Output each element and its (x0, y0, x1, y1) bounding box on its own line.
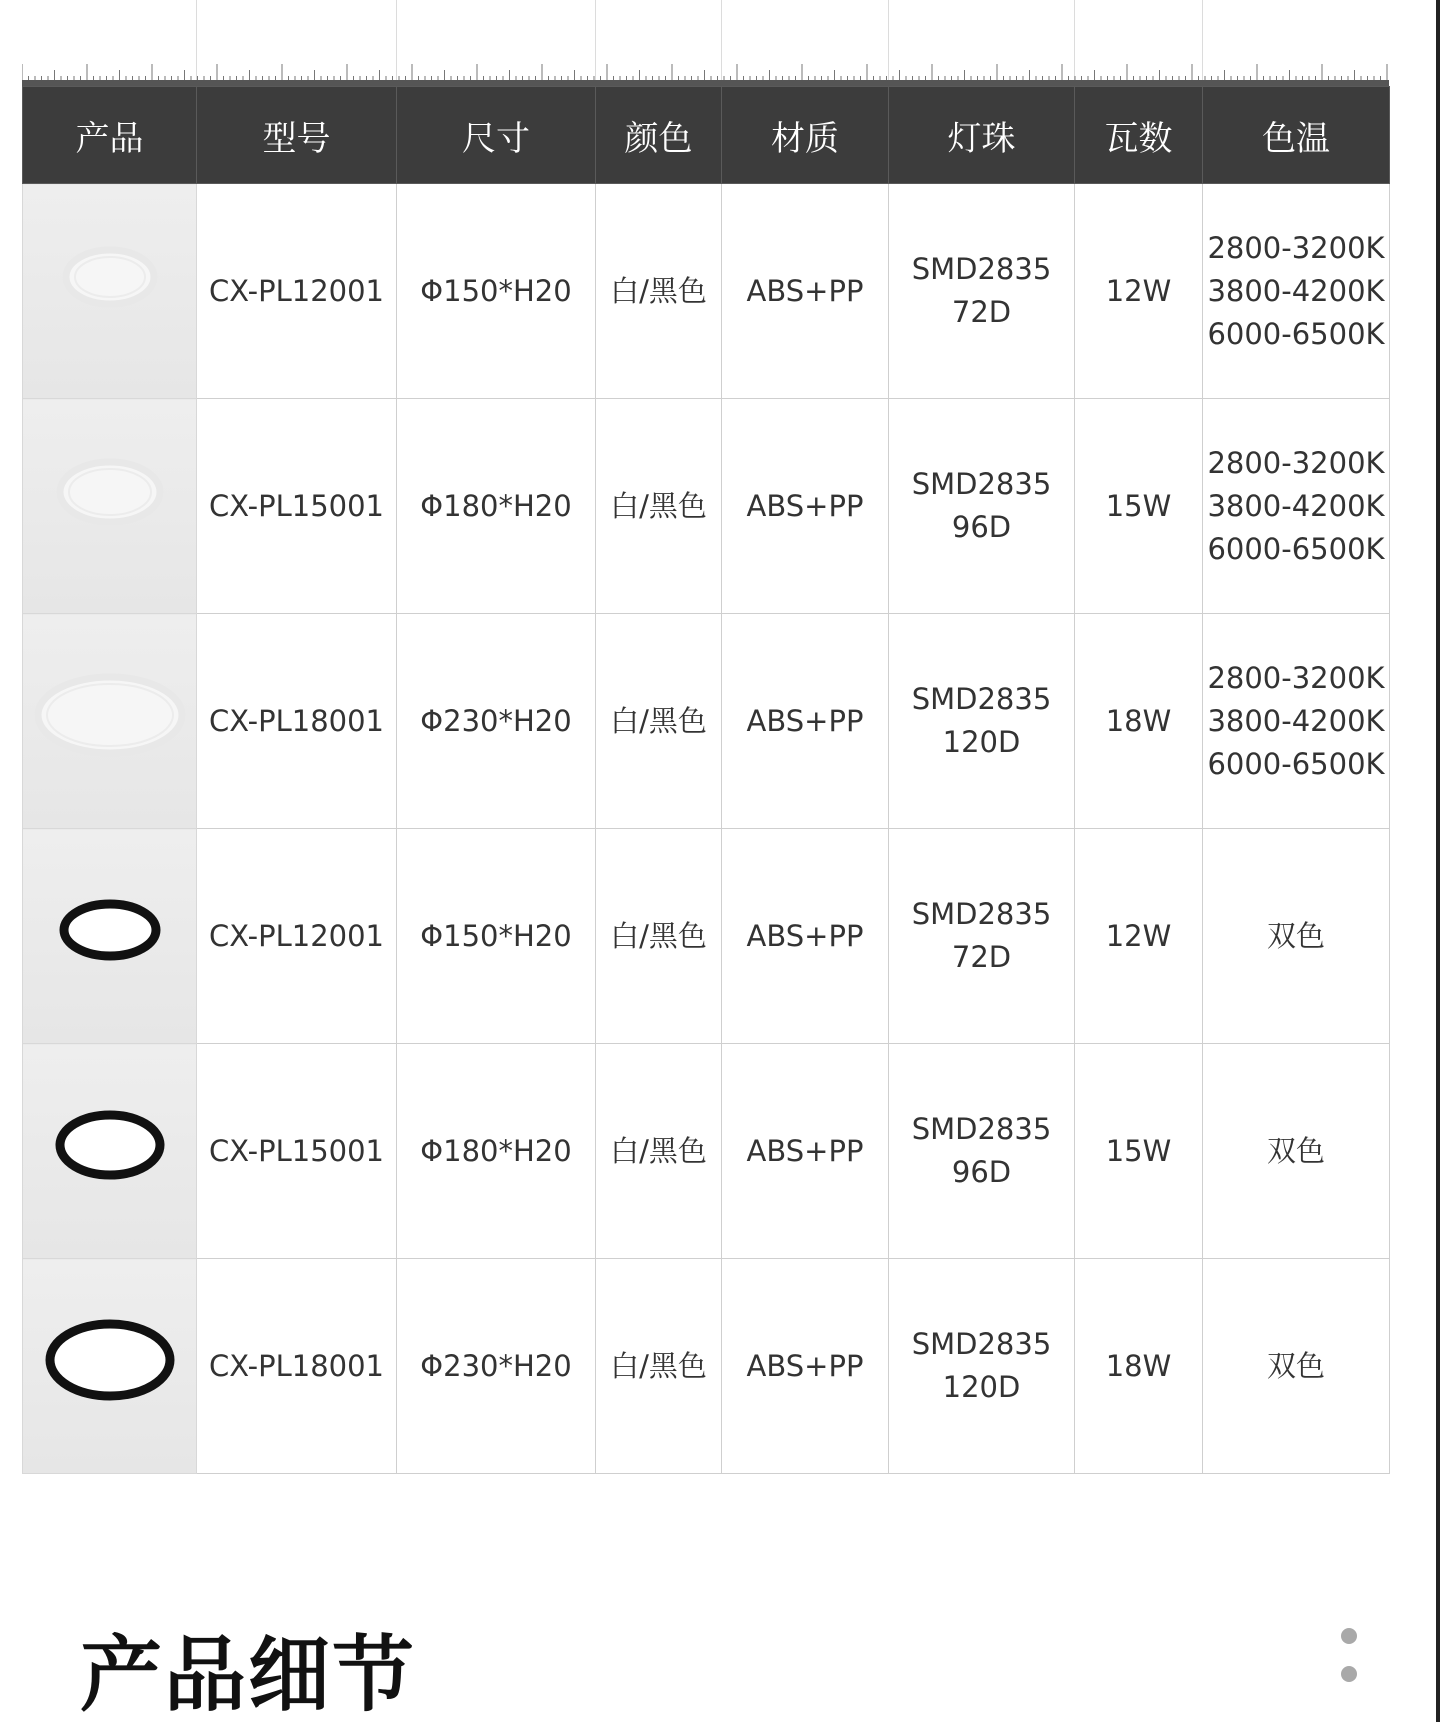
header-color: 颜色 (596, 87, 722, 184)
color-temperature-line: 双色 (1266, 1133, 1325, 1168)
product-spec-table (22, 86, 1390, 1474)
color-temperature-line: 3800-4200K (1207, 703, 1385, 738)
led-line: SMD2835 (911, 1112, 1052, 1146)
led-line: SMD2835 (911, 467, 1052, 501)
color-cell: 白/黑色 (596, 184, 722, 399)
table-row (23, 399, 1390, 614)
led-cell (889, 399, 1075, 614)
wattage-cell: 18W (1075, 614, 1203, 829)
material-cell: ABS+PP (722, 399, 889, 614)
color-temperature-line: 2800-3200K (1207, 660, 1385, 695)
material-cell: ABS+PP (722, 614, 889, 829)
color-temperature-line: 3800-4200K (1207, 488, 1385, 523)
color-temperature-cell (1203, 1259, 1390, 1474)
header-product: 产品 (23, 87, 197, 184)
measuring-ruler (22, 56, 1389, 86)
table-header-row (23, 87, 1390, 184)
black-round-ceiling-light-cell (23, 829, 197, 1044)
led-cell (889, 614, 1075, 829)
white-round-ceiling-light-cell (23, 614, 197, 829)
color-cell: 白/黑色 (596, 1044, 722, 1259)
window-edge (1436, 0, 1440, 1722)
material-cell: ABS+PP (722, 829, 889, 1044)
black-round-ceiling-light-icon (25, 1045, 195, 1245)
white-round-ceiling-light-icon (25, 185, 195, 385)
header-size: 尺寸 (397, 87, 596, 184)
wattage-cell: 12W (1075, 184, 1203, 399)
model-cell: CX-PL12001 (197, 829, 397, 1044)
material-cell: ABS+PP (722, 1044, 889, 1259)
material-cell: ABS+PP (722, 1259, 889, 1474)
black-round-ceiling-light-icon (25, 830, 195, 1030)
size-cell: Φ180*H20 (397, 399, 596, 614)
table-row (23, 1044, 1390, 1259)
white-round-ceiling-light-icon (25, 615, 195, 815)
header-material: 材质 (722, 87, 889, 184)
color-cell: 白/黑色 (596, 614, 722, 829)
model-cell: CX-PL12001 (197, 184, 397, 399)
scroll-dot[interactable] (1341, 1666, 1357, 1682)
scroll-dot[interactable] (1341, 1628, 1357, 1644)
color-temperature-cell (1203, 1044, 1390, 1259)
white-round-ceiling-light-icon (25, 400, 195, 600)
color-temperature-line: 2800-3200K (1207, 230, 1385, 265)
led-line: 96D (951, 510, 1012, 544)
header-color-temperature: 色温 (1203, 87, 1390, 184)
scroll-indicator[interactable] (1341, 1628, 1357, 1704)
led-line: SMD2835 (911, 1327, 1052, 1361)
led-cell (889, 1044, 1075, 1259)
led-line: 120D (942, 725, 1021, 759)
white-round-ceiling-light-cell (23, 184, 197, 399)
material-cell: ABS+PP (722, 184, 889, 399)
size-cell: Φ230*H20 (397, 1259, 596, 1474)
size-cell: Φ230*H20 (397, 614, 596, 829)
table-row (23, 829, 1390, 1044)
color-temperature-cell (1203, 184, 1390, 399)
led-cell (889, 1259, 1075, 1474)
color-cell: 白/黑色 (596, 829, 722, 1044)
wattage-cell: 12W (1075, 829, 1203, 1044)
color-temperature-line: 2800-3200K (1207, 445, 1385, 480)
color-temperature-cell (1203, 399, 1390, 614)
led-cell (889, 184, 1075, 399)
led-line: SMD2835 (911, 252, 1052, 286)
table-row (23, 1259, 1390, 1474)
color-temperature-line: 双色 (1266, 1348, 1325, 1383)
table-row (23, 614, 1390, 829)
wattage-cell: 15W (1075, 399, 1203, 614)
size-cell: Φ150*H20 (397, 184, 596, 399)
model-cell: CX-PL15001 (197, 399, 397, 614)
color-temperature-line: 6000-6500K (1207, 316, 1385, 351)
color-temperature-line: 双色 (1266, 918, 1325, 953)
model-cell: CX-PL18001 (197, 1259, 397, 1474)
section-title: 产品细节 (80, 1628, 417, 1723)
header-model: 型号 (197, 87, 397, 184)
color-temperature-line: 6000-6500K (1207, 746, 1385, 781)
table-row (23, 184, 1390, 399)
black-round-ceiling-light-cell (23, 1259, 197, 1474)
model-cell: CX-PL15001 (197, 1044, 397, 1259)
model-cell: CX-PL18001 (197, 614, 397, 829)
header-wattage: 瓦数 (1075, 87, 1203, 184)
size-cell: Φ180*H20 (397, 1044, 596, 1259)
led-line: 72D (951, 940, 1012, 974)
color-temperature-cell (1203, 614, 1390, 829)
color-temperature-line: 3800-4200K (1207, 273, 1385, 308)
wattage-cell: 15W (1075, 1044, 1203, 1259)
led-line: SMD2835 (911, 682, 1052, 716)
white-round-ceiling-light-cell (23, 399, 197, 614)
led-cell (889, 829, 1075, 1044)
color-temperature-line: 6000-6500K (1207, 531, 1385, 566)
wattage-cell: 18W (1075, 1259, 1203, 1474)
led-line: SMD2835 (911, 897, 1052, 931)
color-temperature-cell (1203, 829, 1390, 1044)
led-line: 72D (951, 295, 1012, 329)
led-line: 96D (951, 1155, 1012, 1189)
black-round-ceiling-light-cell (23, 1044, 197, 1259)
black-round-ceiling-light-icon (25, 1260, 195, 1460)
led-line: 120D (942, 1370, 1021, 1404)
color-cell: 白/黑色 (596, 1259, 722, 1474)
header-led: 灯珠 (889, 87, 1075, 184)
color-cell: 白/黑色 (596, 399, 722, 614)
size-cell: Φ150*H20 (397, 829, 596, 1044)
